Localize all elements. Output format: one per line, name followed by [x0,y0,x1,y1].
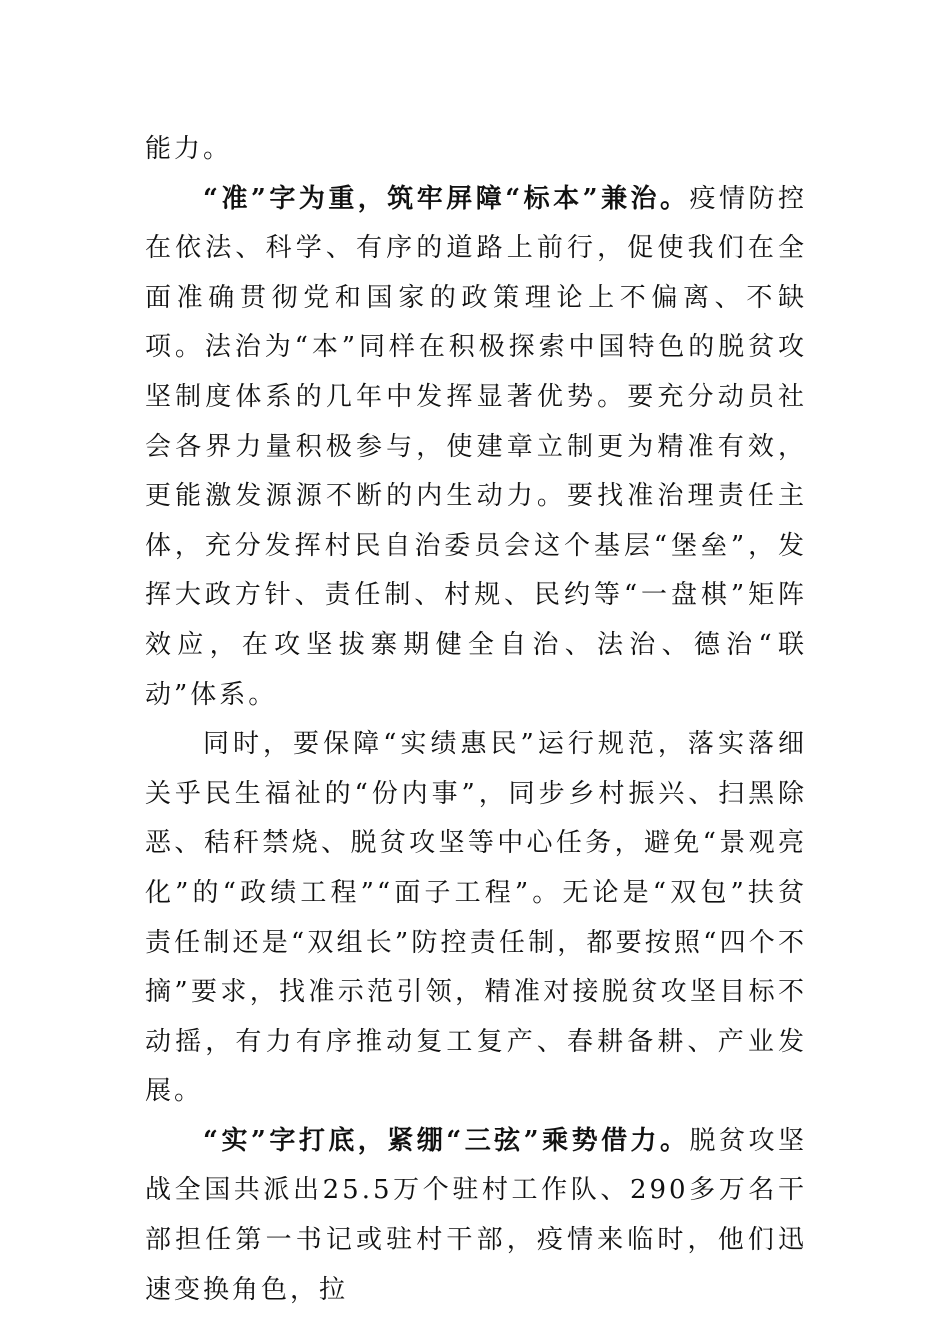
paragraph-4 [145,1117,807,1315]
body-text [145,125,807,1315]
paragraph-2 [145,175,807,721]
paragraph-1-text: 能力。 [145,134,233,164]
paragraph-2-text: 疫情防控在依法、科学、有序的道路上前行，促使我们在全面准确贯彻党和国家的政策理论上不偏离、不缺项。法治为“本”同样在积极探索中国特色的脱贫攻坚制度体系的几年中发挥显著优势。要充分动员社会各界力量积极参与，使建章立制更为精准有效，更能激发源源不断的内生动力。要找准治理责任主体，充分发挥村民自治委员会这个基层“堡垒”，发挥大政方针、责任制、村规、民约等“一盘棋”矩阵效应，在攻坚拔寨期健全自治、法治、德治“联动”体系。 [145,183,807,710]
paragraph-2-heading: “准”字为重，筑牢屏障“标本”兼治。 [203,183,690,214]
paragraph-3-text: 同时，要保障“实绩惠民”运行规范，落实落细关乎民生福祉的“份内事”，同步乡村振兴、扫黑除恶、秸秆禁烧、脱贫攻坚等中心任务，避免“景观亮化”的“政绩工程”“面子工程”。无论是“双包”扶贫责任制还是“双组长”防控责任制，都要按照“四个不摘”要求，找准示范引领，精准对接脱贫攻坚目标不动摇，有力有序推动复工复产、春耕备耕、产业发展。 [145,729,807,1107]
paragraph-3 [145,720,807,1117]
paragraph-4-heading: “实”字打底，紧绷“三弦”乘势借力。 [203,1125,690,1156]
paragraph-4-text: 脱贫攻坚战全国共派出25.5万个驻村工作队、290多万名干部担任第一书记或驻村干部，疫情来临时，他们迅速变换角色，拉 [145,1125,807,1305]
paragraph-1 [145,125,807,175]
